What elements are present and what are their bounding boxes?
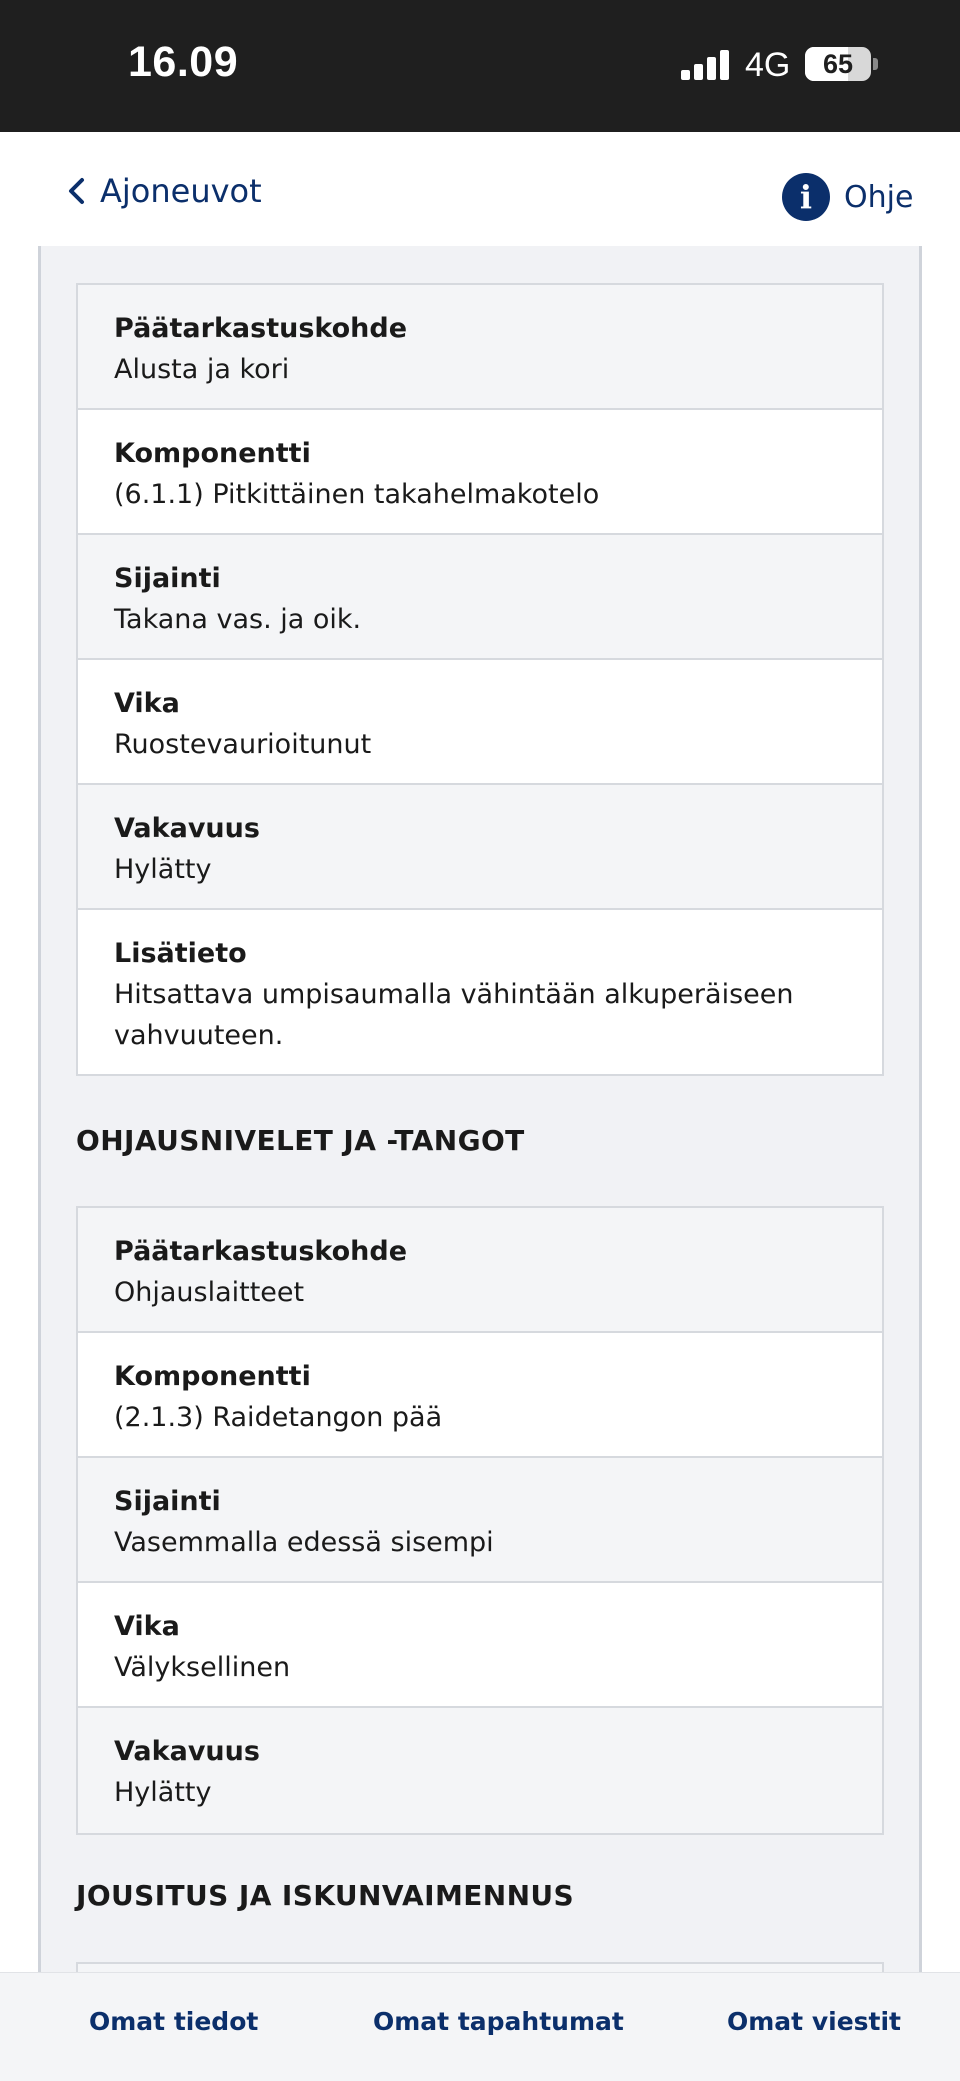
help-button[interactable]: [782, 172, 913, 222]
detail-row-defect: [78, 660, 882, 785]
detail-value: Hylätty: [114, 854, 212, 885]
battery-tip: [873, 58, 878, 70]
detail-value: Ohjauslaitteet: [114, 1277, 305, 1308]
network-label: 4G: [745, 46, 791, 84]
detail-row-severity: [78, 1708, 882, 1833]
detail-row-additional-info: [78, 910, 882, 1074]
inspection-card-1: [76, 283, 884, 1076]
detail-label: Sijainti: [114, 1486, 221, 1517]
detail-value: Ruostevaurioitunut: [114, 729, 372, 760]
bottom-nav: [0, 1972, 960, 2081]
detail-row-component: [78, 410, 882, 535]
inspection-card-2: [76, 1206, 884, 1835]
nav-link-omat-tiedot[interactable]: Omat tiedot: [89, 2007, 259, 2036]
back-label: Ajoneuvot: [100, 172, 262, 210]
detail-value: Välyksellinen: [114, 1652, 291, 1683]
battery-icon: [805, 47, 871, 81]
detail-label: Lisätieto: [114, 938, 247, 969]
app-header: [0, 132, 960, 246]
detail-value: Takana vas. ja oik.: [114, 604, 362, 635]
nav-link-omat-viestit[interactable]: Omat viestit: [727, 2007, 901, 2036]
detail-value: Hylätty: [114, 1777, 212, 1808]
detail-label: Vika: [114, 1611, 180, 1642]
detail-value: Alusta ja kori: [114, 354, 290, 385]
detail-row-component: [78, 1333, 882, 1458]
section-heading: OHJAUSNIVELET JA -TANGOT: [76, 1124, 525, 1157]
detail-row-severity: [78, 785, 882, 910]
detail-row-inspection-target: [78, 1208, 882, 1333]
detail-row-inspection-target: [78, 285, 882, 410]
detail-label: Sijainti: [114, 563, 221, 594]
detail-value: (6.1.1) Pitkittäinen takahelmakotelo: [114, 479, 600, 510]
status-time: 16.09: [128, 38, 239, 86]
detail-label: Päätarkastuskohde: [114, 1236, 408, 1267]
detail-label: Komponentti: [114, 438, 311, 469]
detail-label: Komponentti: [114, 1361, 311, 1392]
detail-label: Vika: [114, 688, 180, 719]
help-label: Ohje: [844, 179, 914, 215]
detail-row-location: [78, 535, 882, 660]
detail-label: Päätarkastuskohde: [114, 313, 408, 344]
detail-label: Vakavuus: [114, 813, 260, 844]
detail-row-location: [78, 1458, 882, 1583]
content-area[interactable]: [0, 246, 960, 1972]
detail-value: Hitsattava umpisaumalla vähintään alkuperäiseen vahvuuteen.: [114, 979, 794, 1051]
detail-label: Vakavuus: [114, 1736, 260, 1767]
chevron-left-icon: [64, 176, 88, 206]
battery-percent: 65: [822, 49, 854, 79]
inspection-card-3: [76, 1962, 884, 1972]
status-bar: [0, 0, 960, 132]
signal-icon: [681, 50, 731, 80]
back-button[interactable]: [64, 169, 262, 213]
detail-value: (2.1.3) Raidetangon pää: [114, 1402, 443, 1433]
nav-link-omat-tapahtumat[interactable]: Omat tapahtumat: [373, 2007, 624, 2036]
info-icon: i: [782, 173, 830, 221]
detail-value: Vasemmalla edessä sisempi: [114, 1527, 494, 1558]
section-heading: JOUSITUS JA ISKUNVAIMENNUS: [76, 1879, 575, 1912]
detail-row-defect: [78, 1583, 882, 1708]
